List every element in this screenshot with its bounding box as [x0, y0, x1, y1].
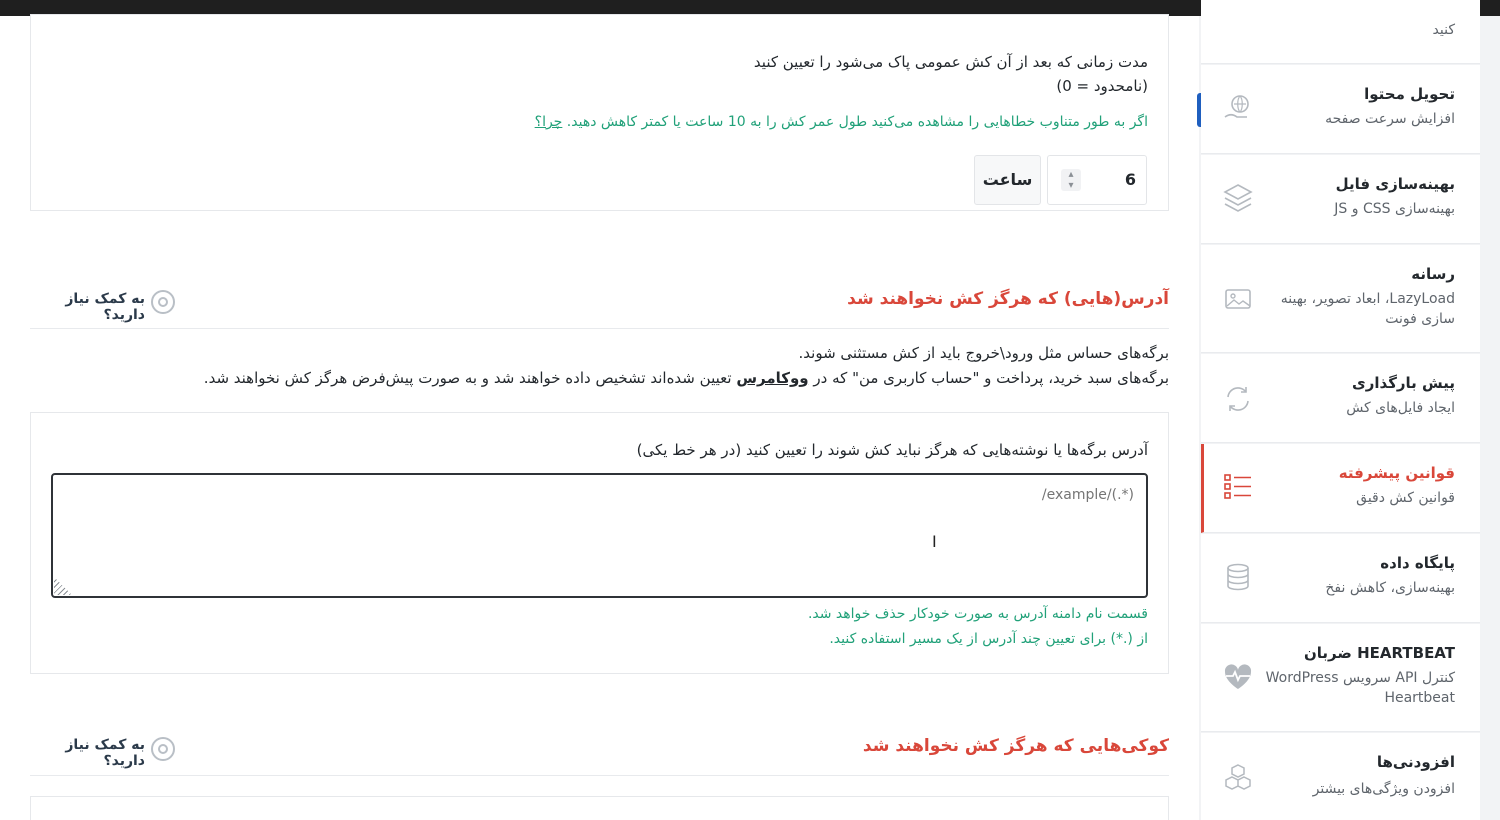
- sidebar-item-advanced-rules[interactable]: [1201, 444, 1480, 533]
- woocommerce-link[interactable]: ووکامرس: [736, 369, 809, 387]
- sidebar-item-title: قوانین پیشرفته: [1338, 464, 1455, 482]
- cubes-icon: [1221, 761, 1255, 795]
- sidebar-item-sub: کنید: [1432, 22, 1455, 38]
- sidebar-item-media[interactable]: [1201, 245, 1480, 353]
- sidebar-item-sub: قوانین کش دقیق: [1356, 490, 1455, 506]
- sidebar-item-title: رسانه: [1411, 265, 1455, 283]
- never-cache-desc-line1: برگه‌های حساس مثل ورود\خروج باید از کش مستثنی شوند.: [798, 344, 1169, 362]
- never-cache-cookies-title: کوکی‌هایی که هرگز کش نخواهند شد: [862, 736, 1169, 756]
- never-cache-cookies-card: [30, 796, 1169, 820]
- list-icon: [1221, 470, 1255, 504]
- heartbeat-icon: [1221, 660, 1255, 694]
- purge-lifespan-value: 6: [1124, 170, 1136, 189]
- desc-text-b: تعیین شده‌اند تشخیص داده خواهند شد و به صورت پیش‌فرض هرگز کش نخواهند شد.: [203, 369, 732, 387]
- sidebar-item-partial[interactable]: [1201, 0, 1480, 64]
- sidebar-item-sub: LazyLoad، ابعاد تصویر، بهینه سازی فونت: [1280, 291, 1455, 327]
- purge-hint-text: اگر به طور متناوب خطاهایی را مشاهده می‌کنید طول عمر کش را به 10 ساعت یا کمتر کاهش دهید.: [566, 114, 1148, 130]
- never-cache-urls-textarea[interactable]: [51, 473, 1148, 598]
- sidebar-item-sub: ایجاد فایل‌های کش: [1346, 400, 1455, 416]
- number-spinner-icon[interactable]: ▴ ▾: [1061, 169, 1081, 191]
- lifebuoy-icon[interactable]: [151, 737, 175, 761]
- sidebar-item-sub: بهینه‌سازی CSS و JS: [1334, 201, 1455, 217]
- globe-hand-icon: [1221, 91, 1255, 125]
- image-icon: [1221, 283, 1255, 317]
- section-divider: [30, 775, 1169, 776]
- database-icon: [1221, 560, 1255, 594]
- sidebar-item-title: بهینه‌سازی فایل: [1335, 175, 1455, 193]
- sidebar-item-title: پایگاه داده: [1380, 554, 1455, 572]
- sidebar-item-title: تحویل محتوا: [1364, 85, 1455, 103]
- urls-field-label: آدرس برگه‌ها یا نوشته‌هایی که هرگز نباید کش شوند را تعیین کنید (در هر خط یکی): [636, 441, 1148, 459]
- sidebar-item-heartbeat[interactable]: [1201, 624, 1480, 732]
- lifebuoy-icon[interactable]: [151, 290, 175, 314]
- sidebar-item-sub: کنترل API سرویس WordPress Heartbeat: [1265, 670, 1455, 706]
- sidebar-item-database[interactable]: [1201, 534, 1480, 623]
- never-cache-urls-title: آدرس(هایی) که هرگز کش نخواهند شد: [847, 289, 1169, 309]
- urls-note-1: قسمت نام دامنه آدرس به صورت خودکار حذف خواهد شد.: [807, 606, 1148, 622]
- help-link[interactable]: به کمک نیاز دارید؟: [65, 291, 145, 323]
- sidebar-item-sub: افزایش سرعت صفحه: [1325, 111, 1455, 127]
- sidebar-item-sub: بهینه‌سازی، کاهش نفخ: [1325, 580, 1455, 596]
- desc-text-a: برگه‌های سبد خرید، پرداخت و "حساب کاربری من" که در: [813, 369, 1169, 387]
- sidebar-item-addons[interactable]: [1201, 733, 1480, 820]
- help-link[interactable]: به کمک نیاز دارید؟: [65, 737, 145, 769]
- sidebar-item-title: پیش بارگذاری: [1352, 374, 1455, 392]
- purge-hint: [348, 110, 1148, 134]
- purge-label-line1: مدت زمانی که بعد از آن کش عمومی پاک می‌شود را تعیین کنید: [753, 53, 1148, 71]
- sidebar-item-preload[interactable]: [1201, 354, 1480, 443]
- refresh-icon: [1221, 382, 1255, 416]
- sidebar-item-title: ضربان HEARTBEAT: [1303, 644, 1455, 662]
- purge-lifespan-input[interactable]: [1047, 155, 1147, 205]
- urls-note-2: از (.*) برای تعیین چند آدرس از یک مسیر استفاده کنید.: [829, 631, 1148, 647]
- sidebar-item-sub: افزودن ویژگی‌های بیشتر: [1312, 781, 1455, 797]
- sidebar-item-file-optimization[interactable]: [1201, 155, 1480, 244]
- sidebar-item-title: افزودنی‌ها: [1376, 753, 1455, 771]
- layers-icon: [1221, 181, 1255, 215]
- never-cache-desc-line2: [69, 366, 1169, 390]
- why-link[interactable]: چرا؟: [534, 114, 563, 130]
- text-cursor-icon: I: [932, 532, 937, 551]
- sidebar-item-cdn[interactable]: [1201, 65, 1480, 154]
- purge-unit-select[interactable]: ساعت: [974, 155, 1041, 205]
- purge-label-line2: (0 = نامحدود): [1056, 77, 1148, 95]
- section-divider: [30, 328, 1169, 329]
